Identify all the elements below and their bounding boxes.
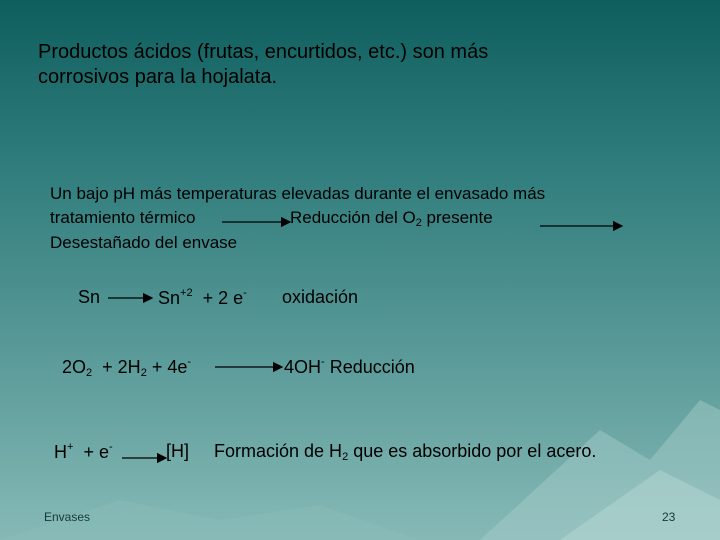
eq2-product: 4OH- Reducción xyxy=(284,356,415,377)
eq3-description: Formación de $H_2$ que es absorbido por el acero. xyxy=(214,441,597,463)
title-line-2: corrosivos para la hojalata. xyxy=(38,66,278,88)
footer-label: Envases xyxy=(44,510,91,524)
eq1-product-charge: +2 xyxy=(180,287,193,299)
eq1-product-symbol: Sn xyxy=(158,288,181,308)
present-text: presente xyxy=(421,208,493,227)
eq1-label: oxidación xyxy=(282,287,359,307)
eq1-reactant: Sn xyxy=(78,287,101,307)
eq2-label: Reducción xyxy=(329,357,415,377)
reduction-text: Reducción del O xyxy=(290,208,416,227)
paragraph-line-2-left: tratamiento térmico xyxy=(50,208,196,227)
paragraph-line-1: Un bajo pH más temperaturas elevadas durante el envasado más xyxy=(50,184,546,203)
oxygen-subscript: 2 xyxy=(415,217,422,229)
eq3-reactants: H+ + e- xyxy=(54,441,113,462)
eq3-product: [H] xyxy=(166,441,190,461)
paragraph-line-3: Desestañado del envase xyxy=(50,233,238,252)
eq2-reactants: $2O_2 + 2H_2 + 4e^-$ xyxy=(62,356,192,379)
page-number: 23 xyxy=(662,510,676,524)
eq1-electrons: + 2 e- xyxy=(202,287,247,308)
title-line-1: Productos ácidos (frutas, encurtidos, etc.) son más xyxy=(38,41,489,63)
